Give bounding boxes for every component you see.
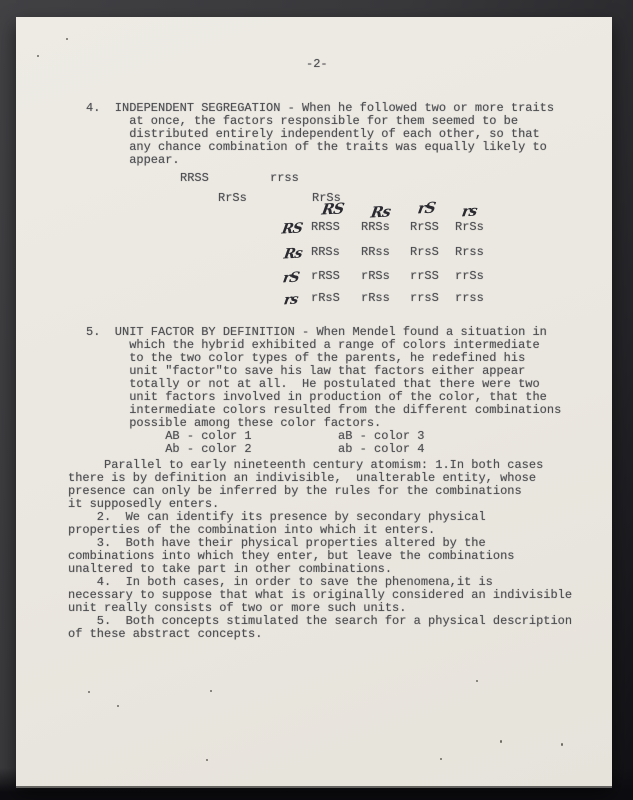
paper-speck [440,758,442,760]
section-5-line: to the two color types of the parents, he redefined his [86,351,526,365]
paper-speck [206,759,208,761]
section-4-independent-segregation [86,102,554,167]
notes-line: 3. Both have their physical properties altered by the [68,536,486,550]
section-5-line: unit factors involved in production of the color, that the [86,390,547,404]
notes-line: unaltered to take part in other combinations. [68,562,393,576]
paper-speck [210,690,212,692]
section-5-line: totally or not at all. He postulated that there were two [86,377,540,391]
notes-line: of these abstract concepts. [68,627,263,641]
section-4-line: distributed entirely independently of each other, so that [86,127,540,141]
notes-line: there is by definition an indivisible, unalterable entity, whose [68,471,537,485]
notes-line: necessary to suppose that what is originally considered an indivisible [68,588,573,602]
handwritten-gamete-col-header: RS [320,199,345,219]
section-5-line: 5. UNIT FACTOR BY DEFINITION - When Mendel found a situation in [86,325,547,339]
handwritten-gamete-col-header: rs [460,201,478,221]
paper-speck [37,55,39,57]
section-5-line: intermediate colors resulted from the different combinations [86,403,562,417]
punnett-cell: RRSS [311,220,340,234]
handwritten-gamete-row-header: rS [281,269,300,287]
paper-speck [476,680,478,682]
section-5-unit-factor-by-definition [86,326,561,456]
paper-speck [117,705,119,707]
notes-line: 4. In both cases, in order to save the phenomena,it is [68,575,493,589]
notes-line: Parallel to early nineteenth century atomism: 1.In both cases [68,458,544,472]
punnett-cell: rRSs [361,269,390,283]
section-4-line: at once, the factors responsible for them seemed to be [86,114,519,128]
paper-speck [561,743,563,746]
section-5-line: possible among these color factors. [86,416,382,430]
punnett-cell: RrSs [455,220,484,234]
notes-line: combinations into which they enter, but leave the combinations [68,549,515,563]
handwritten-gamete-row-header: rs [282,291,299,309]
punnett-cell: RRSs [311,245,340,259]
notes-line: unit really consists of two or more such units. [68,601,407,615]
handwritten-gamete-row-header: RS [280,220,304,238]
punnett-cell: rrSs [455,269,484,283]
punnett-cell: RRSs [361,220,390,234]
punnett-cell: RrSS [410,220,439,234]
punnett-cell: rrss [455,291,484,305]
punnett-cell: rRSS [311,269,340,283]
punnett-cell: rRsS [311,291,340,305]
paper-speck [66,38,68,40]
paper-speck [500,740,502,743]
handwritten-gamete-row-header: Rs [282,245,303,263]
notes-line: 2. We can identify its presence by secondary physical [68,510,486,524]
color-combination-line: AB - color 1 aB - color 3 [86,429,425,443]
handwritten-gamete-col-header: Rs [369,202,392,222]
punnett-cell: rRss [361,291,390,305]
f1-genotype-left: RrSs [218,191,247,205]
punnett-cell: RrsS [410,245,439,259]
paper-speck [88,691,90,693]
section-5-line: which the hybrid exhibited a range of colors intermediate [86,338,540,352]
punnett-cell: RRss [361,245,390,259]
punnett-cell: Rrss [455,245,484,259]
punnett-cell: rrsS [410,291,439,305]
notes-line: presence can only be inferred by the rules for the combinations [68,484,522,498]
handwritten-gamete-col-header: rS [416,198,437,218]
section-5-line: unit "factor"to save his law that factors either appear [86,364,526,378]
punnett-cell: rrSS [410,269,439,283]
section-4-line: appear. [86,153,180,167]
parent-genotype-right: rrss [270,171,299,185]
page-number: -2- [306,57,328,71]
notes-line: 5. Both concepts stimulated the search for a physical description [68,614,573,628]
notes-line: it supposedly enters. [68,497,220,511]
atomism-parallel-notes [68,459,572,641]
paper-sheet [16,17,612,786]
section-4-line: 4. INDEPENDENT SEGREGATION - When he followed two or more traits [86,101,555,115]
color-combination-line: Ab - color 2 ab - color 4 [86,442,425,456]
f1-genotype-right: RrSs [312,191,341,205]
notes-line: properties of the combination into which it enters. [68,523,436,537]
parent-genotype-left: RRSS [180,171,209,185]
section-4-line: any chance combination of the traits was equally likely to [86,140,547,154]
